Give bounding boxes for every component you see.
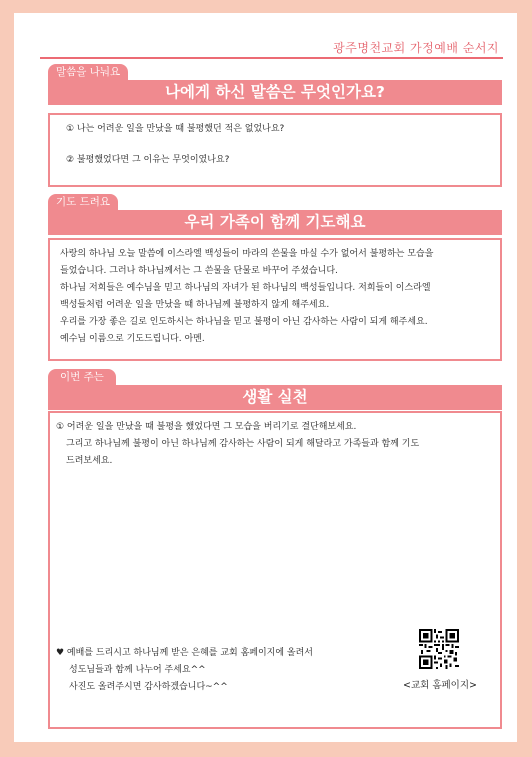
section-banner-prayer: 우리 가족이 함께 기도해요 — [48, 210, 502, 235]
section-tag-word: 말씀을 나눠요 — [48, 64, 128, 80]
practice-text — [56, 419, 490, 470]
note-line: ♥ 예배를 드리시고 하나님께 받은 은혜를 교회 홈페이지에 올려서 — [56, 648, 314, 658]
prayer-line: 사랑의 하나님 오늘 말씀에 이스라엘 백성들이 마라의 쓴물을 마실 수가 없어서 불평하는 모습을 — [60, 249, 434, 259]
prayer-line: 하나님 저희들은 예수님을 믿고 하나님의 자녀가 된 하나님의 백성들입니다. 저희들이 이스라엘 — [60, 283, 431, 293]
section-tag-prayer: 기도 드려요 — [48, 194, 118, 210]
prayer-line: 우리를 가장 좋은 길로 인도하시는 하나님을 믿고 불평이 아닌 감사하는 사람이 되게 해주세요. — [60, 317, 428, 327]
note-line: 성도님들과 함께 나누어 주세요^^ — [69, 665, 206, 675]
section-box-prayer — [48, 238, 502, 361]
worship-sheet-page — [14, 13, 517, 742]
practice-line: ① 어려운 일을 만났을 때 불평을 했었다면 그 모습을 버리기로 결단해보세요. — [56, 422, 357, 432]
question-1: ① 나는 어려운 일을 만났을 때 불평했던 적은 없었나요? — [66, 124, 285, 134]
prayer-text — [60, 246, 492, 348]
section-box-practice — [48, 411, 502, 729]
section-banner-practice: 생활 실천 — [48, 385, 502, 410]
prayer-line: 백성들처럼 어려운 일을 만났을 때 하나님께 불평하지 않게 해주세요. — [60, 300, 330, 310]
section-tag-practice: 이번 주는 — [48, 369, 116, 385]
prayer-line: 들었습니다. 그러나 하나님께서는 그 쓴물을 단물로 바꾸어 주셨습니다. — [60, 266, 338, 276]
practice-line: 그리고 하나님께 불평이 아닌 하나님께 감사하는 사람이 되게 해달라고 가족들과 함께 기도 — [66, 439, 420, 449]
homepage-label: <교회 홈페이지> — [402, 680, 477, 691]
question-2: ② 불평했었다면 그 이유는 무엇이였나요? — [66, 155, 230, 165]
prayer-line: 예수님 이름으로 기도드립니다. 아멘. — [60, 334, 205, 344]
qr-code-icon[interactable] — [419, 629, 459, 669]
sheet-title: 광주명천교회 가정예배 순서지 — [333, 41, 499, 55]
header-divider — [40, 57, 503, 59]
practice-line: 드려보세요. — [66, 456, 113, 466]
section-banner-word: 나에게 하신 말씀은 무엇인가요? — [48, 80, 502, 105]
share-note — [56, 645, 376, 696]
section-box-word — [48, 113, 502, 187]
note-line: 사진도 올려주시면 감사하겠습니다~^^ — [69, 682, 228, 692]
